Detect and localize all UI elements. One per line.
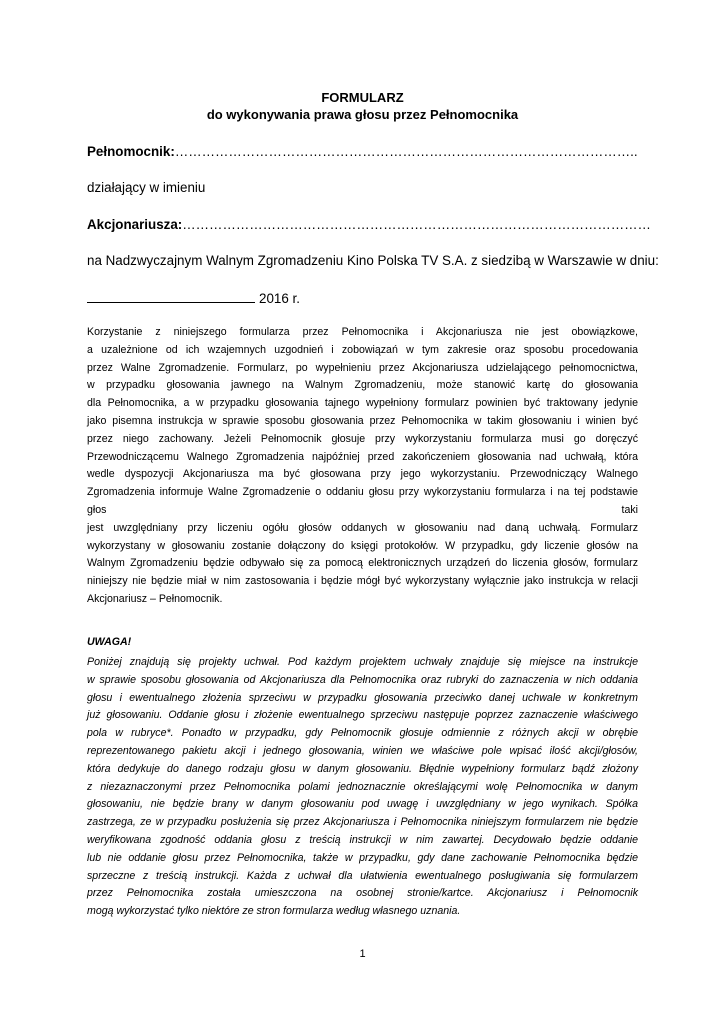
dzialajacy-text: działający w imieniu bbox=[87, 180, 206, 195]
uwaga-line: w sprawie sposobu głosowania od Akcjonariusza dla Pełnomocnika oraz rubryki do zaznaczenia w nich oddania bbox=[87, 673, 638, 686]
uwaga-line: Poniżej znajdują się projekty uchwał. Pod każdym projektem uchwały znajduje się miejsce na instrukcje bbox=[87, 656, 638, 668]
uwaga-line: zastrzega, ze w przypadku posłużenia się przez Akcjonariusza i Pełnomocnika niniejszym formularzem nie będzie bbox=[87, 816, 638, 829]
akcjonariusz-field bbox=[87, 217, 651, 233]
form-title: FORMULARZ bbox=[321, 90, 404, 105]
uwaga-line: reprezentowanego pakietu akcji i jednego głosowania, winien we właściwe pole wpisać ilość akcji/głosów, bbox=[87, 744, 638, 757]
uwaga-line: lub nie oddanie głosu przez Pełnomocnika, także w przypadku, gdy dane zachowanie Pełnomocnika będzie bbox=[87, 851, 638, 864]
main-line: Korzystanie z niniejszego formularza przez Pełnomocnika i Akcjonariusza nie jest obowiązkowe, bbox=[87, 326, 638, 338]
main-line: głos taki bbox=[87, 503, 638, 516]
uwaga-line: przez Pełnomocnika została umieszczona na osobnej stronie/kartce. Akcjonariusz i Pełnomocnik bbox=[87, 887, 638, 900]
uwaga-paragraph bbox=[87, 654, 638, 921]
main-line: Akcjonariusz – Pełnomocnik. bbox=[87, 592, 223, 605]
main-line: a uzależnione od ich wzajemnych uzgodnień i zobowiązań w tym zakresie oraz sposobu procedowania bbox=[87, 343, 638, 356]
pelnomocnik-dots: ………………………………………………………………………………………….. bbox=[174, 144, 638, 159]
main-line: wedle dyspozycji Akcjonariusza ma być głosowana przy jego wykorzystaniu. Przewodniczący Walnego bbox=[87, 468, 638, 481]
uwaga-line: sprzeczne z treścią instrukcji. Każda z uchwał dla ułatwienia ewentualnego posługiwania się formularzem bbox=[87, 869, 638, 882]
date-suffix: 2016 r. bbox=[259, 291, 300, 306]
form-subtitle: do wykonywania prawa głosu przez Pełnomocnika bbox=[206, 107, 519, 122]
main-line: jest uwzględniany przy liczeniu ogółu głosów oddanych w głosowaniu nad daną uchwałą. Formularz bbox=[87, 521, 638, 534]
uwaga-line: weryfikowana zgodność oddania głosu z treścią instrukcji w nim zawartej. Decydowało będzie oddanie bbox=[87, 833, 638, 846]
date-blank bbox=[87, 290, 255, 303]
main-paragraph bbox=[87, 324, 638, 609]
uwaga-line: głosowaniu, nie będzie brany w danym głosowaniu pod uwagę i uwzględniany w jego wynikach. Spółka bbox=[87, 798, 638, 811]
pelnomocnik-label: Pełnomocnik: bbox=[87, 144, 175, 159]
uwaga-line: głosu i ewentualnego złożenia sprzeciwu w przypadku głosowania przeciwko danej uchwale w konkretnym bbox=[87, 691, 638, 704]
uwaga-line: z niezaznaczonymi przez Pełnomocnika polami jednoznacznie określającymi wolę Pełnomocnika w danym bbox=[87, 780, 638, 793]
uwaga-line: już głosowaniu. Oddanie głosu i złożenie ewentualnego sprzeciwu następuje poprzez zaznaczenie właściwego bbox=[87, 709, 638, 722]
akcjonariusz-label: Akcjonariusza: bbox=[87, 217, 183, 232]
main-line: niniejszy nie będzie miał w nim zastosowania i będzie mógł być wykorzystany wyłącznie jako instrukcja w relacji bbox=[87, 575, 638, 588]
pelnomocnik-field bbox=[87, 144, 638, 160]
main-line: Zgromadzenia informuje Walne Zgromadzenie o oddaniu głosu przy wykorzystaniu formularza i na tej podstawie bbox=[87, 486, 638, 499]
uwaga-line: pola w rubryce*. Ponadto w przypadku, gdy Pełnomocnik głosuje odmiennie z różnych akcji w obrębie bbox=[87, 727, 638, 740]
main-line: wykorzystany w głosowaniu zostanie dołączony do księgi protokołów. W przypadku, gdy liczenie głosów na bbox=[87, 539, 638, 552]
main-line: przez Walne Zgromadzenie. Formularz, po wypełnieniu przez Akcjonariusza udzielającego pełnomocnictwa, bbox=[87, 361, 638, 374]
date-field bbox=[87, 290, 300, 307]
uwaga-line: mogą wykorzystać tylko niektóre ze stron formularza według własnego uznania. bbox=[87, 905, 461, 918]
main-line: jako pisemna instrukcja w sprawie sposobu głosowania przez Pełnomocnika w takim głosowaniu i winien być bbox=[87, 414, 638, 427]
main-line: przez niego zachowany. Jeżeli Pełnomocnik głosuje przy wykorzystaniu formularza musi go doręczyć bbox=[87, 432, 638, 445]
main-line: Przewodniczącemu Walnego Zgromadzenia najpóźniej przed zakończeniem głosowania nad uchwałą, która bbox=[87, 450, 638, 463]
uwaga-heading: UWAGA! bbox=[87, 636, 132, 648]
akcjonariusz-dots: …………………………………………………………………………………………… bbox=[182, 217, 651, 232]
meeting-text: na Nadzwyczajnym Walnym Zgromadzeniu Kino Polska TV S.A. z siedzibą w Warszawie w dniu: bbox=[87, 253, 659, 268]
main-line: w przypadku głosowania jawnego na Walnym Zgromadzeniu, może stanowić kartę do głosowania bbox=[87, 379, 638, 392]
main-line: dla Pełnomocnika, a w przypadku głosowania tajnego wypełniony formularz powinien być traktowany jedynie bbox=[87, 397, 638, 410]
uwaga-line: która dedykuje do danego rodzaju głosu w danym głosowaniu. Błędnie wypełniony formularz bądź złożony bbox=[87, 762, 638, 775]
main-line: Walnym Zgromadzeniu będzie odbywało się za pomocą elektronicznych urządzeń do liczenia głosów, formularz bbox=[87, 557, 638, 570]
page-number: 1 bbox=[359, 948, 366, 960]
